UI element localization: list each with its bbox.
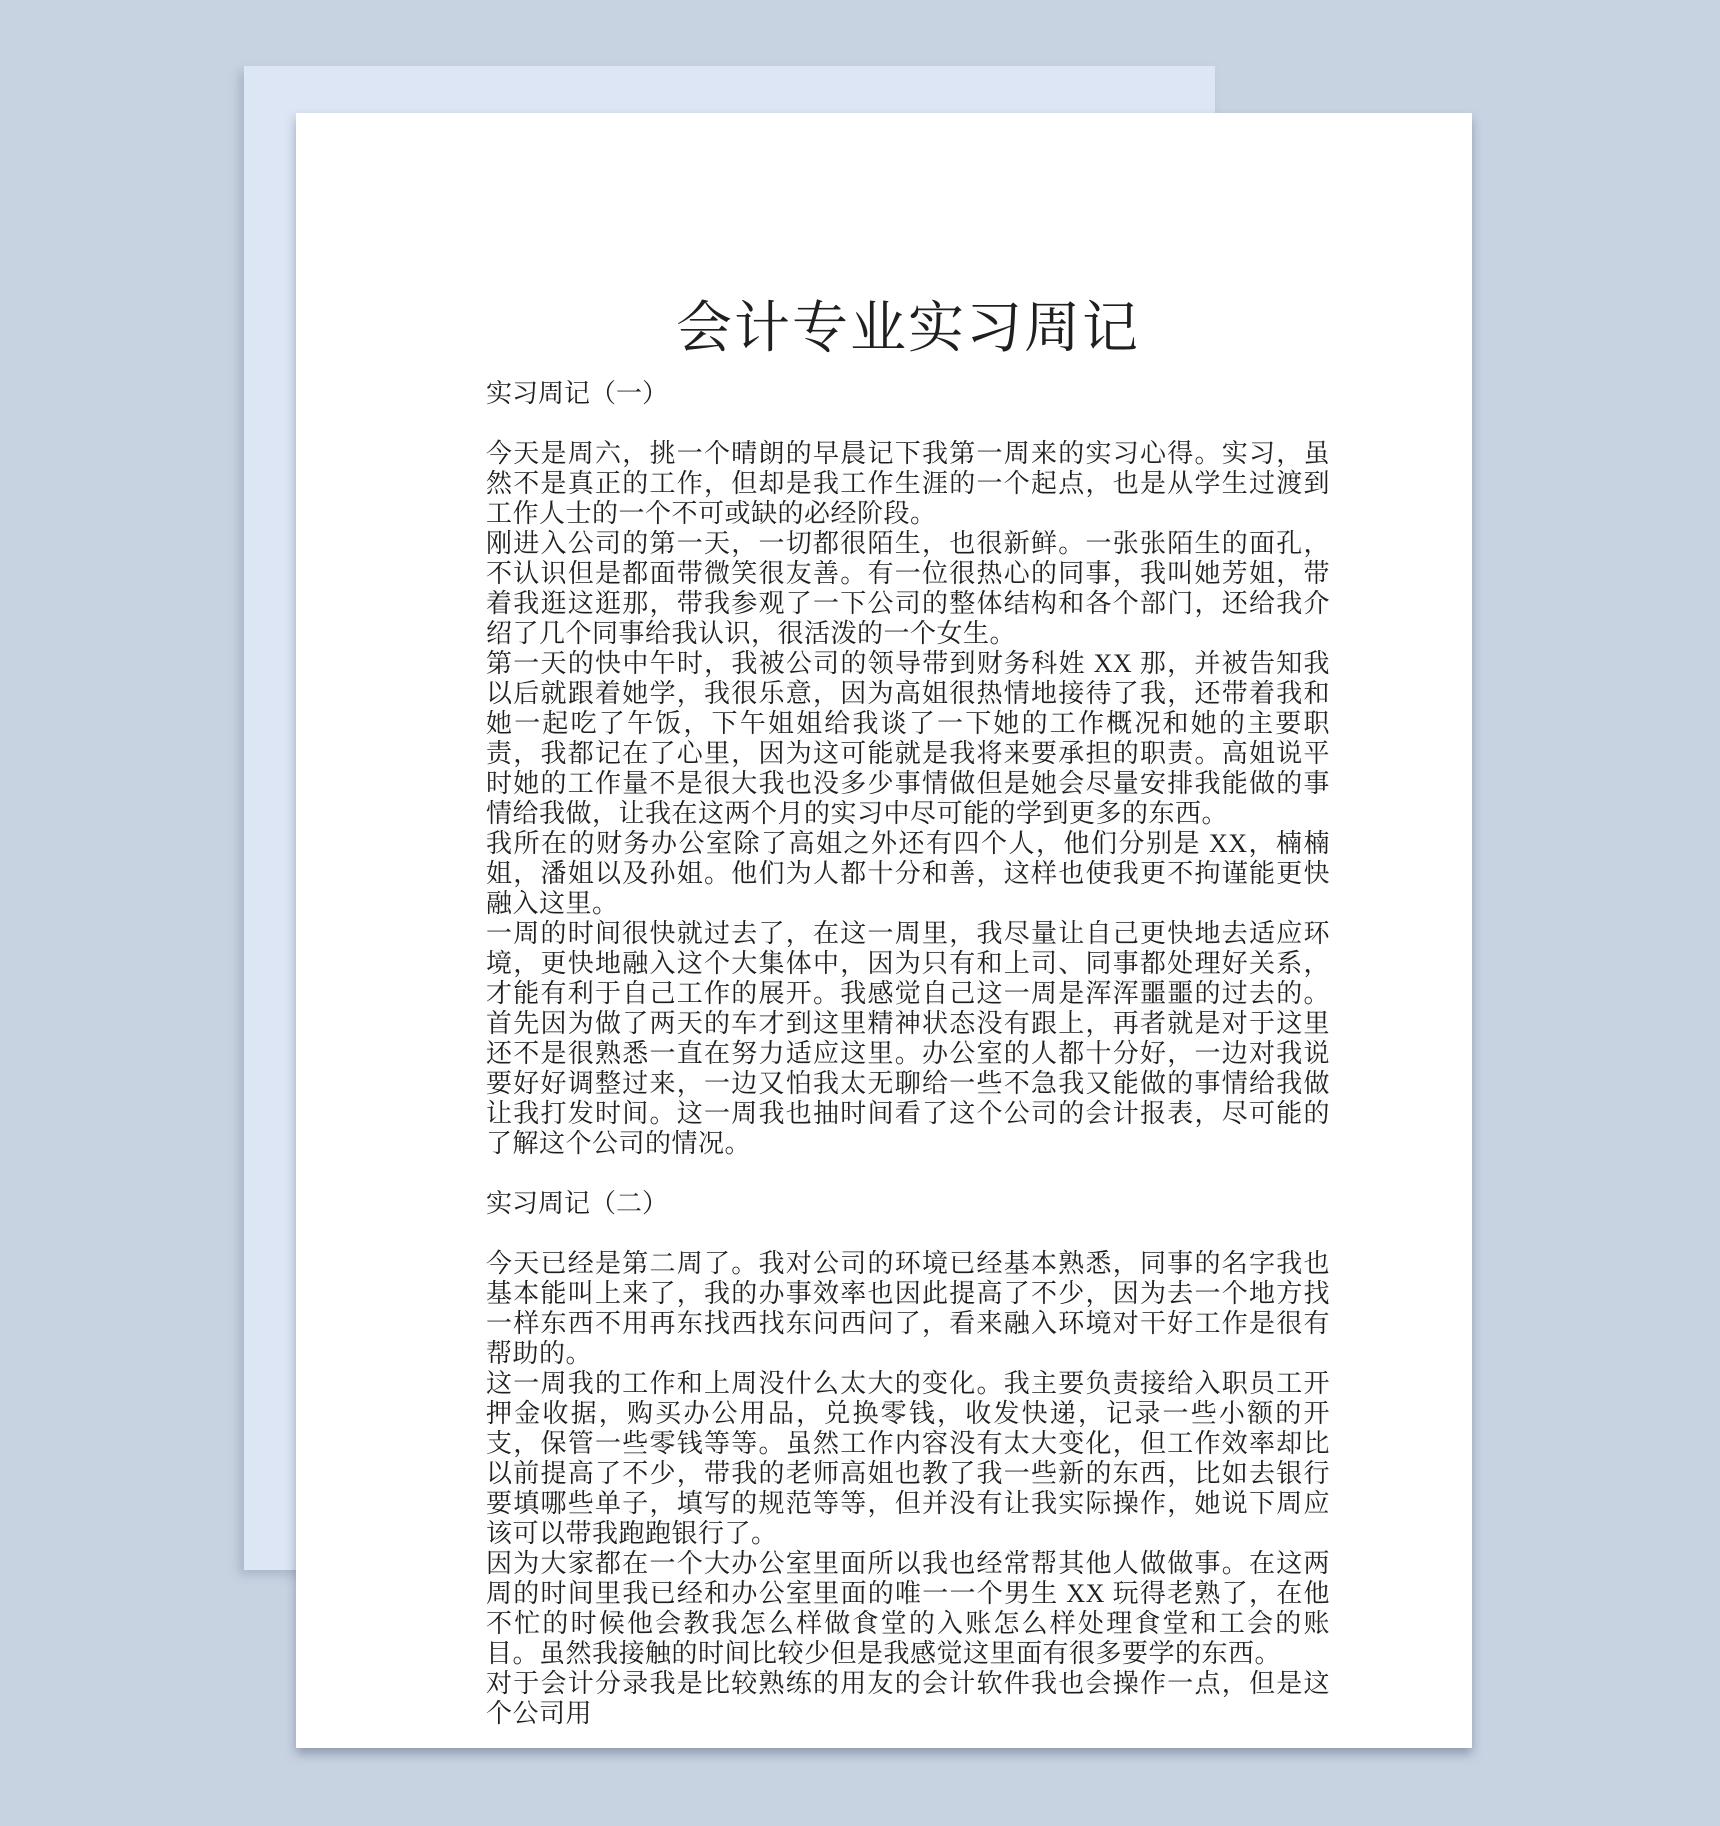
section-heading-1: 实习周记（一） [486, 379, 669, 408]
paragraph: 第一天的快中午时，我被公司的领导带到财务科姓 XX 那，并被告知我以后就跟着她学，我很乐意，因为高姐很热情地接待了我，还带着我和她一起吃了午饭，下午姐姐给我谈了一下她的工作概况和她的主要职责，我都记在了心里，因为这可能就是我将来要承担的职责。高姐说平时她的工作量不是很大我也没多少事情做但是她会尽量安排我能做的事情给我做，让我在这两个月的实习中尽可能的学到更多的东西。 [486, 649, 1330, 828]
section-two [486, 1189, 1330, 1729]
document-title: 会计专业实习周记 [676, 298, 1140, 360]
paragraph: 这一周我的工作和上周没什么太大的变化。我主要负责接给入职员工开押金收据，购买办公用品，兑换零钱，收发快递，记录一些小额的开支，保管一些零钱等等。虽然工作内容没有太大变化，但工作效率却比以前提高了不少，带我的老师高姐也教了我一些新的东西，比如去银行要填哪些单子，填写的规范等等，但并没有让我实际操作，她说下周应该可以带我跑跑银行了。 [486, 1369, 1330, 1548]
section-one [486, 379, 1330, 1159]
paragraph: 我所在的财务办公室除了高姐之外还有四个人，他们分别是 XX，楠楠姐，潘姐以及孙姐。他们为人都十分和善，这样也使我更不拘谨能更快融入这里。 [486, 829, 1330, 918]
paragraph: 因为大家都在一个大办公室里面所以我也经常帮其他人做做事。在这两周的时间里我已经和办公室里面的唯一一个男生 XX 玩得老熟了，在他不忙的时候他会教我怎么样做食堂的入账怎么样处理食堂和工会的账目。虽然我接触的时间比较少但是我感觉这里面有很多要学的东西。 [486, 1549, 1330, 1668]
paragraph: 对于会计分录我是比较熟练的用友的会计软件我也会操作一点，但是这个公司用 [486, 1669, 1330, 1728]
paragraph: 今天是周六，挑一个晴朗的早晨记下我第一周来的实习心得。实习，虽然不是真正的工作，但却是我工作生涯的一个起点，也是从学生过渡到工作人士的一个不可或缺的必经阶段。 [486, 439, 1330, 528]
paragraph: 一周的时间很快就过去了，在这一周里，我尽量让自己更快地去适应环境，更快地融入这个大集体中，因为只有和上司、同事都处理好关系，才能有利于自己工作的展开。我感觉自己这一周是浑浑噩噩的过去的。首先因为做了两天的车才到这里精神状态没有跟上，再者就是对于这里还不是很熟悉一直在努力适应这里。办公室的人都十分好，一边对我说要好好调整过来，一边又怕我太无聊给一些不急我又能做的事情给我做让我打发时间。这一周我也抽时间看了这个公司的会计报表，尽可能的了解这个公司的情况。 [486, 919, 1330, 1158]
paragraph: 今天已经是第二周了。我对公司的环境已经基本熟悉，同事的名字我也基本能叫上来了，我的办事效率也因此提高了不少，因为去一个地方找一样东西不用再东找西找东问西问了，看来融入环境对干好工作是很有帮助的。 [486, 1249, 1330, 1368]
paragraph: 刚进入公司的第一天，一切都很陌生，也很新鲜。一张张陌生的面孔，不认识但是都面带微笑很友善。有一位很热心的同事，我叫她芳姐，带着我逛这逛那，带我参观了一下公司的整体结构和各个部门，还给我介绍了几个同事给我认识，很活泼的一个女生。 [486, 529, 1330, 648]
section-heading-2: 实习周记（二） [486, 1189, 669, 1218]
document-page [296, 113, 1472, 1748]
